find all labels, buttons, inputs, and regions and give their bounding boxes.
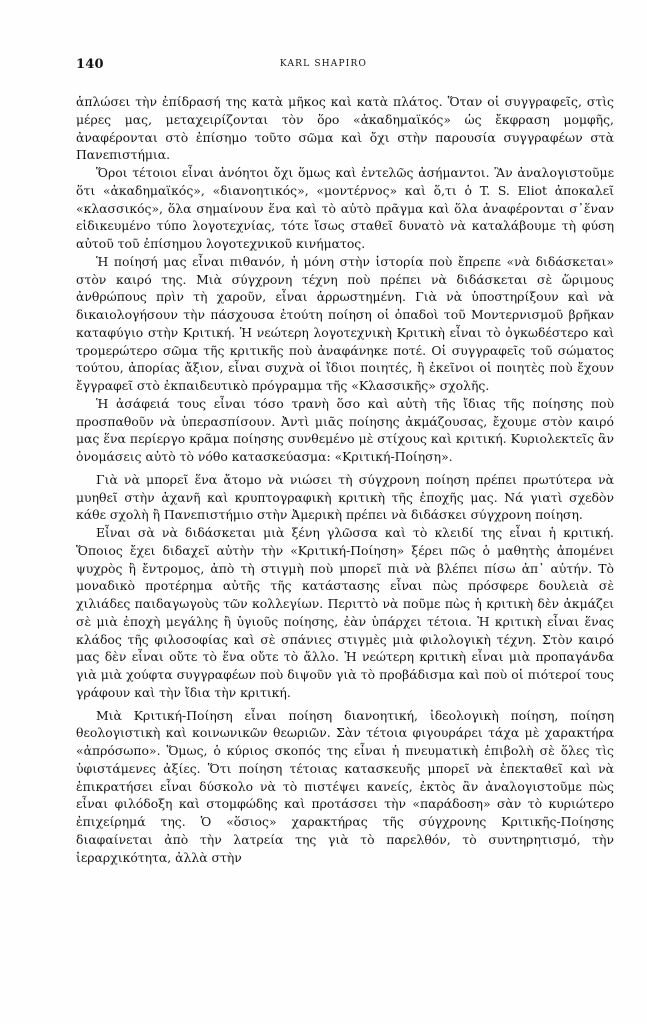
body-text	[76, 93, 614, 866]
paragraph-7: Μιὰ Κριτική-Ποίηση εἶναι ποίηση διανοητική, ἰδεολογικὴ ποίηση, ποίηση θεολογιστικὴ καὶ κοινωνικῶν θεωριῶν. Σὰν τέτοια φιγουράρει τάχα μὲ χαρακτήρα «ἀπρόσωπο». Ὅμως, ὁ κύριος σκοπός της εἶναι ἡ πνευματικὴ ἐπιβολὴ σὲ ὅλες τὶς ὑφιστάμενες ἀξίες. Ὅτι ποίηση τέτοιας κατασκευῆς μπορεῖ νὰ ἐπεκταθεῖ καὶ νὰ ἐπικρατήσει εἶναι δύσκολο νὰ τὸ πιστέψει κανείς, ἐκτὸς ἂν ἀναλογιστοῦμε πὼς εἶναι φιλόδοξη καὶ στομφώδης καὶ προτάσσει τὴν «παράδοση» σὰν τὸ κυριώτερο ἐπιχείρημά της. Ὁ «ὅσιος» χαρακτήρας τῆς σύγχρονης Κριτικῆς-Ποίησης διαφαίνεται ἀπὸ τὴν λατρεία της γιὰ τὸ παρελθόν, τὸ συντηρητισμό, τὴν ἱεραρχικότητα, ἀλλὰ στὴν	[76, 707, 614, 865]
running-head: KARL SHAPIRO	[279, 59, 368, 69]
paragraph-1: ἁπλώσει τὴν ἐπίδρασή της κατὰ μῆκος καὶ κατὰ πλάτος. Ὅταν οἱ συγγραφεῖς, στὶς μέρες μας, μεταχειρίζονται τὸν ὅρο «ἀκαδημαϊκός» ὡς ἔκφραση μομφῆς, ἀναφέρονται στὸ ἐπίσημο τοῦτο σῶμα καὶ ὄχι στὴν παρουσία συγγραφέων στὰ Πανεπιστήμια.	[76, 94, 614, 163]
page-number: 140	[76, 57, 104, 72]
paragraph-4: Ἡ ἀσάφειά τους εἶναι τόσο τρανὴ ὅσο καὶ αὐτὴ τῆς ἴδιας τῆς ποίησης ποὺ προσπαθοῦν νὰ ὑπερασπίσουν. Ἀντὶ μιᾶς ποίησης ἀκμάζουσας, ἔχουμε στὸν καιρό μας ἕνα περίεργο κρᾶμα ποίησης συνθεμένο μὲ στίχους καὶ κριτική. Κυριολεκτεῖς ἂν ὀνομάσεις αὐτὸ τὸ νόθο κατασκεύασμα: «Κριτική-Ποίηση».	[76, 395, 614, 464]
paragraph-6: Εἶναι σὰ νὰ διδάσκεται μιὰ ξένη γλῶσσα καὶ τὸ κλειδί της εἶναι ἡ κριτική. Ὅποιος ἔχει διδαχεῖ αὐτὴν τὴν «Κριτική-Ποίηση» ξέρει πῶς ὁ μαθητὴς ἀπομένει ψυχρὸς ἢ ἔντρομος, ἀπὸ τὴ στιγμὴ ποὺ μπορεῖ πιὰ νὰ βλέπει πίσω ἀπ᾽ αὐτήν. Τὸ μοναδικὸ προτέρημα αὐτῆς τῆς κατάστασης εἶναι πὼς πρόσφερε δουλειὰ σὲ χιλιάδες παιδαγωγοὺς τῶν κολλεγίων. Περιττὸ νὰ ποῦμε πὼς ἡ κριτικὴ δὲν ἀκμάζει σὲ μιὰ ἐποχὴ μεγάλης ἢ ὑγιοῦς ποίησης, ἐὰν ὑπάρχει τέτοια. Ἡ κριτικὴ εἶναι ἕνας κλάδος τῆς φιλοσοφίας καὶ σὲ σπάνιες στιγμὲς μιὰ φιλολογικὴ τέχνη. Στὸν καιρό μας δὲν εἶναι οὔτε τὸ ἕνα οὔτε τὸ ἄλλο. Ἡ νεώτερη κριτικὴ εἶναι μιὰ προπαγάνδα γιὰ μιὰ χούφτα συγγραφέων ποὺ διψοῦν γιὰ τὸ προβάδισμα καὶ ποὺ οἱ πιότεροί τους γράφουν καὶ τὴν ἴδια τὴν κριτική.	[76, 525, 614, 700]
paragraph-5: Γιὰ νὰ μπορεῖ ἕνα ἄτομο νὰ νιώσει τὴ σύγχρονη ποίηση πρέπει πρωτύτερα νὰ μυηθεῖ στὴν ἀχανῆ καὶ κρυπτογραφικὴ κριτικὴ τῆς ἐποχῆς μας. Νά γιατὶ σχεδὸν κάθε σχολὴ ἢ Πανεπιστήμιο στὴν Ἀμερικὴ πρέπει νὰ διδάσκει σύγχρονη ποίηση.	[76, 471, 614, 523]
paragraph-3: Ἡ ποίησή μας εἶναι πιθανόν, ἡ μόνη στὴν ἱστορία ποὺ ἔπρεπε «νὰ διδάσκεται» στὸν καιρό της. Μιὰ σύγχρονη τέχνη ποὺ πρέπει νὰ διδάσκεται σὲ ὥριμους ἀνθρώπους πρὶν τὴ χαροῦν, εἶναι ἀρρωστημένη. Γιὰ νὰ ὑποστηρίξουν καὶ νὰ δικαιολογήσουν τὴν πάσχουσα ἐτούτη ποίηση οἱ ὀπαδοὶ τοῦ Μοντερνισμοῦ βρῆκαν καταφύγιο στὴν Κριτική. Ἡ νεώτερη λογοτεχνικὴ Κριτικὴ εἶναι τὸ ὀγκωδέστερο καὶ τρομερώτερο σῶμα τῆς κριτικῆς ποὺ ἀναφάνηκε ποτέ. Οἱ συγγραφεῖς τοῦ σώματος τούτου, ἀπορίας ἄξιον, εἶναι συχνὰ οἱ ἴδιοι ποιητές, ἢ ἐκεῖνοι οἱ ποιητὲς ποὺ ἔχουν ἔγγραφεῖ στὸ ἐκπαιδευτικὸ πρόγραμμα τῆς «Κλασσικῆς» σχολῆς.	[76, 253, 614, 393]
paragraph-2: Ὅροι τέτοιοι εἶναι ἀνόητοι ὄχι ὅμως καὶ ἐντελῶς ἀσήμαντοι. Ἂν ἀναλογιστοῦμε ὅτι «ἀκαδημαϊκός», «διανοητικός», «μοντέρνος» καὶ ὅ,τι ὁ T. S. Eliot ἀποκαλεῖ «κλασσικός», ὅλα σημαίνουν ἕνα καὶ τὸ αὐτὸ πρᾶγμα καὶ ὅλα ἀναφέρονται σ᾽ἕναν εἰδικευμένο τύπο λογοτεχνίας, τότε ἴσως σταθεῖ δυνατὸ νὰ καταλάβουμε τὴ φύση αὐτοῦ τοῦ ἐπίσημου λογοτεχνικοῦ κινήματος.	[76, 165, 614, 251]
